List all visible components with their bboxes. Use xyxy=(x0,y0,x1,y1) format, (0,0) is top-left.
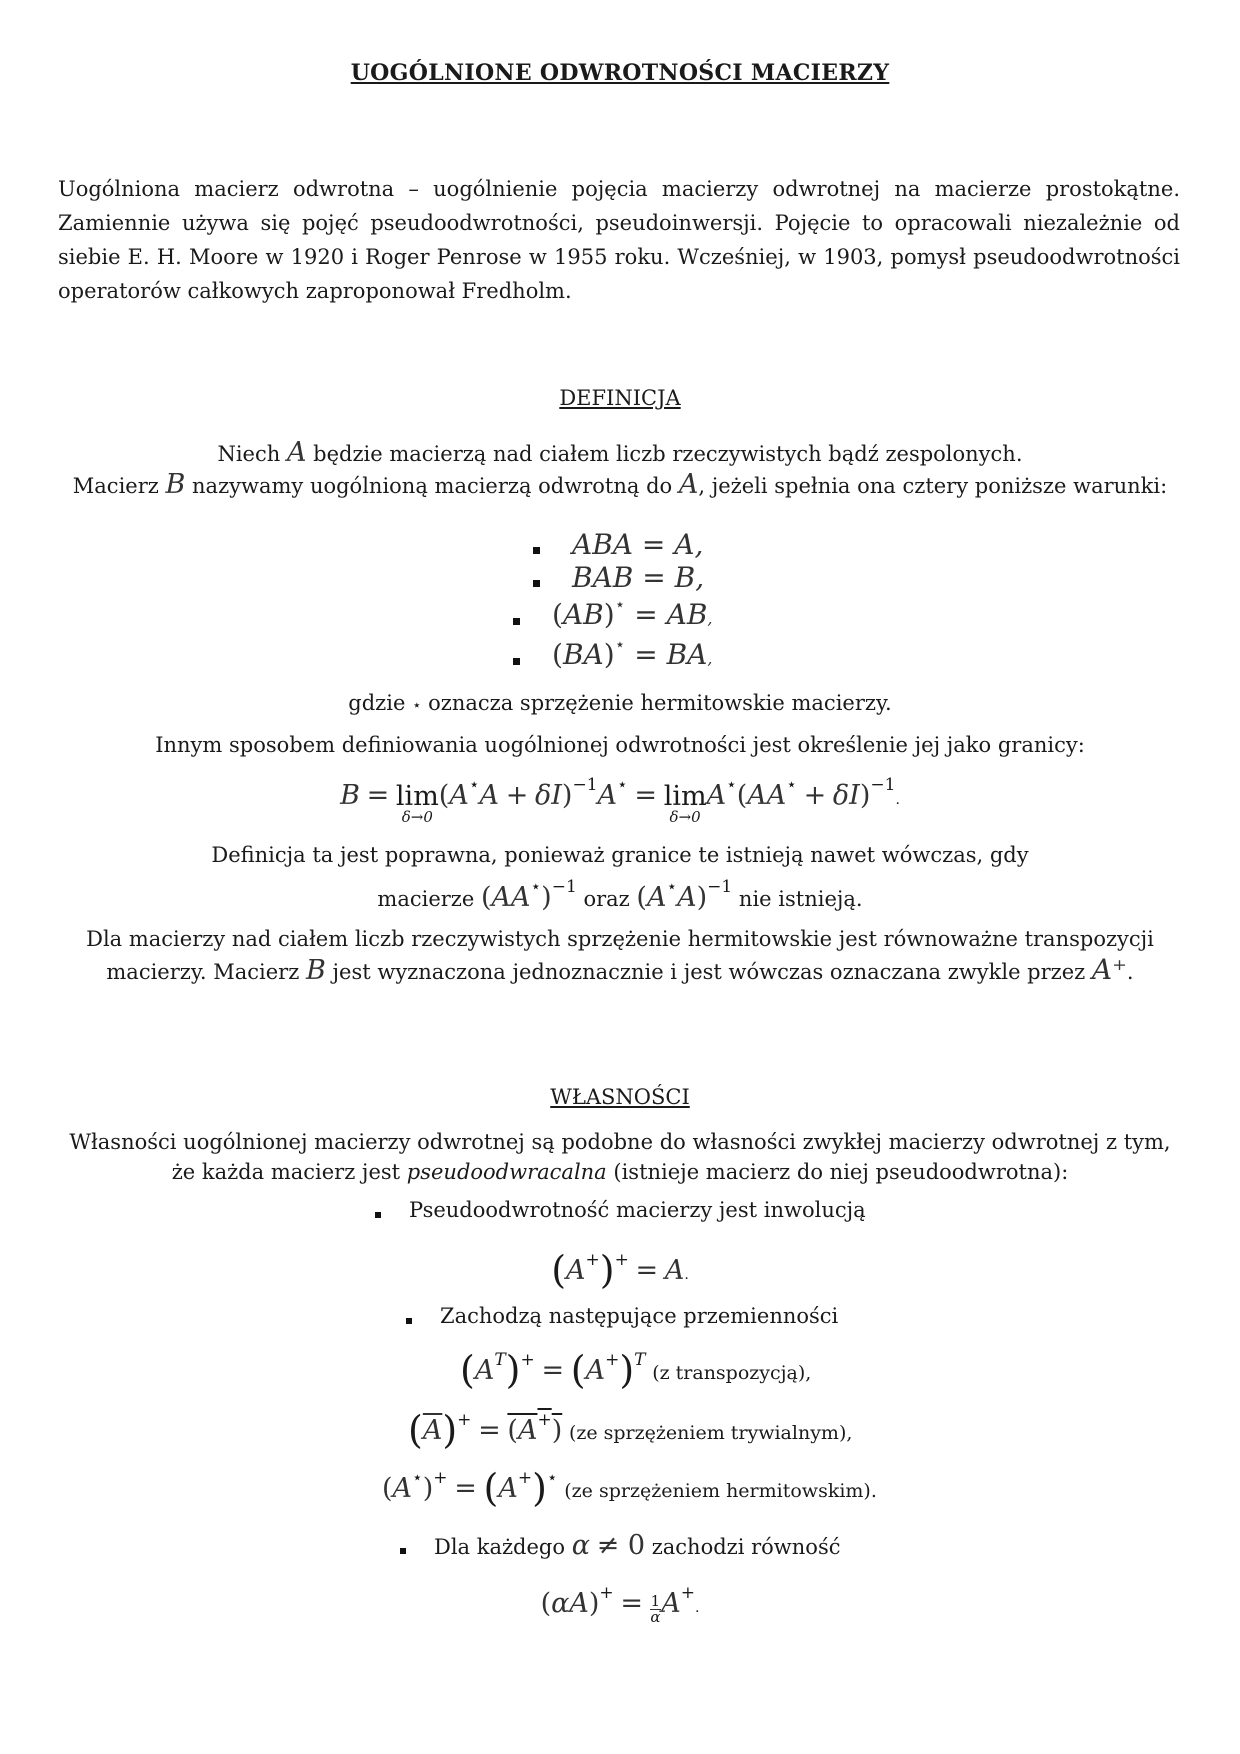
scalar-formula: (αA)+ = $\frac{1}{\alpha}$ A+. xyxy=(540,1583,700,1626)
hermitian-formula: (A⋆)+ = (A+)⋆ (ze sprzężeniem hermitowskim). xyxy=(382,1466,877,1510)
condition-bullet xyxy=(513,658,520,665)
fraction-one-over-alpha: $\frac{1}{\alpha}$ xyxy=(650,1592,661,1626)
condition-1 xyxy=(572,528,703,561)
limit-operator: lim δ→0 xyxy=(663,781,707,826)
property-bullet xyxy=(406,1318,412,1324)
limit-operator: lim δ→0 xyxy=(395,781,439,826)
transpose-formula: $(A^T)^+ = (A^+)^T$ (z transpozycją), xyxy=(460,1348,812,1392)
property-item-3: Dla każdego α ≠ 0 zachodzi równość xyxy=(434,1530,841,1561)
condition-2-formula: BAB = B, xyxy=(572,561,705,594)
property-item-1: Pseudoodwrotność macierzy jest inwolucją xyxy=(409,1198,866,1222)
property-bullet xyxy=(375,1212,381,1218)
real-line-1: Dla macierzy nad ciałem liczb rzeczywistych sprzężenie hermitowskie jest równoważne transpozycji xyxy=(86,927,1154,951)
definition-heading: DEFINICJA xyxy=(559,386,681,410)
properties-intro-2: że każda macierz jest pseudoodwracalna (istnieje macierz do niej pseudoodwrotna): xyxy=(171,1160,1069,1184)
condition-bullet xyxy=(533,547,540,554)
condition-bullet xyxy=(513,618,520,625)
condition-4 xyxy=(552,635,713,671)
properties-heading: WŁASNOŚCI xyxy=(550,1085,690,1109)
page-title: UOGÓLNIONE ODWROTNOŚCI MACIERZY xyxy=(350,60,890,86)
definition-line-2: Macierz B nazywamy uogólnioną macierzą odwrotną do A, jeżeli spełnia ona cztery poniższe warunki: xyxy=(72,469,1168,500)
validity-line-2: macierze $(AA^⋆)^{-1}$ oraz $(A^⋆A)^{-1}$ nie istnieją. xyxy=(377,877,863,913)
condition-1-formula: ABA = A, xyxy=(572,528,704,561)
property-item-2: Zachodzą następujące przemienności xyxy=(440,1304,839,1328)
star-note: gdzie ⋆ oznacza sprzężenie hermitowskie macierzy. xyxy=(348,691,892,715)
validity-line-1: Definicja ta jest poprawna, ponieważ granice te istnieją nawet wówczas, gdy xyxy=(211,843,1029,867)
definition-line-1: Niech A będzie macierzą nad ciałem liczb rzeczywistych bądź zespolonych. xyxy=(217,437,1023,468)
condition-4-formula: (BA)⋆ = BA, xyxy=(552,635,713,671)
conjugate-formula: $(\overline{A})^+ = (A^+)$ (ze sprzężeniem trywialnym), xyxy=(408,1408,853,1452)
properties-intro-1: Własności uogólnionej macierzy odwrotnej są podobne do własności zwykłej macierzy odwrotnej z tym, xyxy=(69,1130,1171,1154)
limit-formula: B = lim δ→0 $(A^⋆A + \delta I)^{-1}A^⋆$ = lim δ→0 $A^⋆(AA^⋆ + \delta I)^{-1}$. xyxy=(340,775,900,826)
real-line-2: macierzy. Macierz B jest wyznaczona jednoznacznie i jest wówczas oznaczana zwykle przez A⁺. xyxy=(106,953,1134,986)
property-bullet xyxy=(400,1548,406,1554)
condition-bullet xyxy=(533,580,540,587)
intro-paragraph: Uogólniona macierz odwrotna – uogólnienie pojęcia macierzy odwrotnej na macierze prostokątne. Zamiennie używa się pojęć pseudoodwrotności, pseudoinwersji. Pojęcie to opracowali niezależnie od siebie E. H. Moore w 1920 i Roger Penrose w 1955 roku. Wcześniej, w 1903, pomysł pseudoodwrotności operatorów całkowych zaproponował Fredholm. xyxy=(58,177,1180,303)
condition-3-formula: (AB)⋆ = AB, xyxy=(552,595,713,631)
limit-intro: Innym sposobem definiowania uogólnionej odwrotności jest określenie jej jako granicy: xyxy=(155,733,1085,757)
condition-2 xyxy=(572,561,704,594)
condition-3 xyxy=(552,595,713,631)
involution-formula: (A+)+ = A. xyxy=(551,1248,689,1292)
